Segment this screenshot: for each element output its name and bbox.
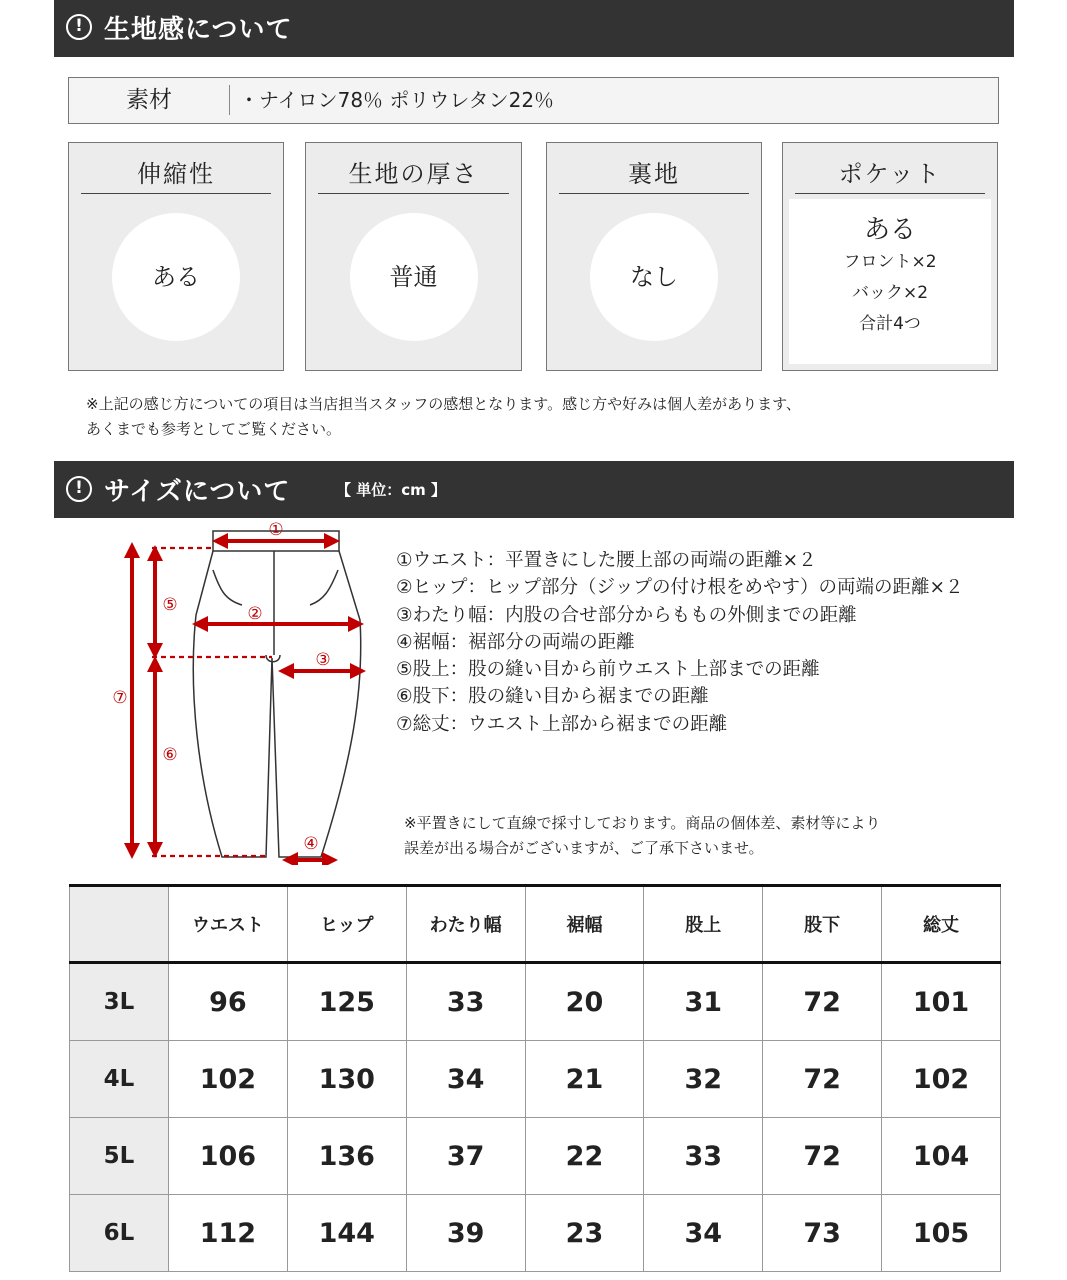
- header-corner: [70, 886, 169, 963]
- size-table: [69, 884, 1001, 1272]
- legend-item: ⑤股上：股の縫い目から前ウエスト上部までの距離: [396, 659, 820, 681]
- table-cell: 34: [644, 1195, 763, 1272]
- pants-outline: [193, 531, 360, 857]
- table-cell: 106: [169, 1118, 288, 1195]
- card-title: 裏地: [559, 155, 749, 194]
- size-cell: 4L: [70, 1041, 169, 1118]
- card-title: 生地の厚さ: [318, 155, 509, 194]
- label-2: ②: [247, 604, 263, 624]
- note-line: 誤差が出る場合がございますが、ご了承下さいませ。: [404, 839, 764, 857]
- table-cell: 33: [644, 1118, 763, 1195]
- pocket-detail: [789, 199, 991, 364]
- table-row: [70, 1118, 1001, 1195]
- lining-card: [546, 142, 762, 371]
- table-cell: 105: [882, 1195, 1001, 1272]
- note-line: ※平置きにして直線で採寸しております。商品の個体差、素材等により: [404, 814, 881, 832]
- legend-item: ②ヒップ：ヒップ部分（ジップの付け根をめやす）の両端の距離×２: [396, 577, 964, 599]
- fabric-section-title: 生地感について: [104, 15, 293, 45]
- material-row: [68, 77, 999, 124]
- note-line: ※上記の感じ方についての項目は当店担当スタッフの感想となります。感じ方や好みは個人差があります、: [86, 395, 801, 413]
- table-cell: 72: [763, 963, 882, 1041]
- measure-arrows: [132, 541, 358, 860]
- header-thigh: わたり幅: [406, 886, 525, 963]
- pocket-front: フロント×2: [843, 252, 937, 272]
- material-label: 素材: [126, 87, 172, 113]
- fabric-note: [86, 392, 801, 442]
- thickness-card: [305, 142, 522, 371]
- card-title: ポケット: [795, 155, 985, 194]
- table-cell: 102: [882, 1041, 1001, 1118]
- label-5: ⑤: [162, 595, 178, 615]
- table-cell: 32: [644, 1041, 763, 1118]
- legend-item: ⑥股下：股の縫い目から裾までの距離: [396, 686, 709, 708]
- legend-item: ①ウエスト：平置きにした腰上部の両端の距離×２: [396, 550, 817, 571]
- size-section-title: サイズについて: [104, 477, 291, 507]
- size-cell: 6L: [70, 1195, 169, 1272]
- table-cell: 101: [882, 963, 1001, 1041]
- table-cell: 34: [406, 1041, 525, 1118]
- table-header-row: [70, 886, 1001, 963]
- table-cell: 21: [525, 1041, 644, 1118]
- table-cell: 73: [763, 1195, 882, 1272]
- stretch-card: [68, 142, 284, 371]
- header-inseam: 股下: [763, 886, 882, 963]
- measurement-legend: [396, 547, 963, 738]
- card-value: ある: [112, 213, 240, 341]
- material-value: ・ナイロン78％ ポリウレタン22％: [239, 88, 555, 112]
- table-cell: 144: [287, 1195, 406, 1272]
- size-cell: 5L: [70, 1118, 169, 1195]
- header-hip: ヒップ: [287, 886, 406, 963]
- label-6: ⑥: [162, 745, 178, 765]
- table-cell: 20: [525, 963, 644, 1041]
- pocket-total: 合計4つ: [859, 314, 921, 334]
- header-waist: ウエスト: [169, 886, 288, 963]
- table-row: [70, 1195, 1001, 1272]
- legend-item: ④裾幅：裾部分の両端の距離: [396, 631, 635, 653]
- size-cell: 3L: [70, 963, 169, 1041]
- table-row: [70, 963, 1001, 1041]
- card-value: なし: [590, 213, 718, 341]
- label-3: ③: [315, 650, 331, 670]
- table-cell: 33: [406, 963, 525, 1041]
- table-cell: 136: [287, 1118, 406, 1195]
- measurement-note: [404, 811, 880, 861]
- table-cell: 31: [644, 963, 763, 1041]
- pocket-value: ある: [863, 215, 916, 245]
- size-section-header: [54, 461, 1014, 518]
- unit-label: 【 単位：cm 】: [336, 481, 446, 499]
- table-cell: 104: [882, 1118, 1001, 1195]
- fabric-section-header: [54, 0, 1014, 57]
- label-7: ⑦: [112, 688, 128, 708]
- header-rise: 股上: [644, 886, 763, 963]
- table-cell: 102: [169, 1041, 288, 1118]
- pocket-back: バック×2: [851, 283, 929, 303]
- table-cell: 23: [525, 1195, 644, 1272]
- card-title: 伸縮性: [81, 155, 271, 194]
- label-4: ④: [303, 834, 319, 854]
- table-cell: 125: [287, 963, 406, 1041]
- table-cell: 112: [169, 1195, 288, 1272]
- card-value: 普通: [350, 213, 478, 341]
- table-cell: 22: [525, 1118, 644, 1195]
- pants-diagram: [100, 515, 390, 865]
- note-line: あくまでも参考としてご覧ください。: [86, 420, 342, 438]
- table-cell: 96: [169, 963, 288, 1041]
- label-1: ①: [268, 520, 284, 540]
- legend-item: ⑦総丈：ウエスト上部から裾までの距離: [396, 713, 728, 735]
- pocket-card: [782, 142, 998, 371]
- legend-item: ③わたり幅：内股の合せ部分からももの外側までの距離: [396, 604, 857, 626]
- table-cell: 37: [406, 1118, 525, 1195]
- table-row: [70, 1041, 1001, 1118]
- table-cell: 72: [763, 1118, 882, 1195]
- table-cell: 39: [406, 1195, 525, 1272]
- material-divider: [229, 85, 230, 115]
- table-cell: 72: [763, 1041, 882, 1118]
- table-cell: 130: [287, 1041, 406, 1118]
- exclamation-icon: !: [66, 476, 92, 502]
- exclamation-icon: !: [66, 14, 92, 40]
- header-hem: 裾幅: [525, 886, 644, 963]
- header-length: 総丈: [882, 886, 1001, 963]
